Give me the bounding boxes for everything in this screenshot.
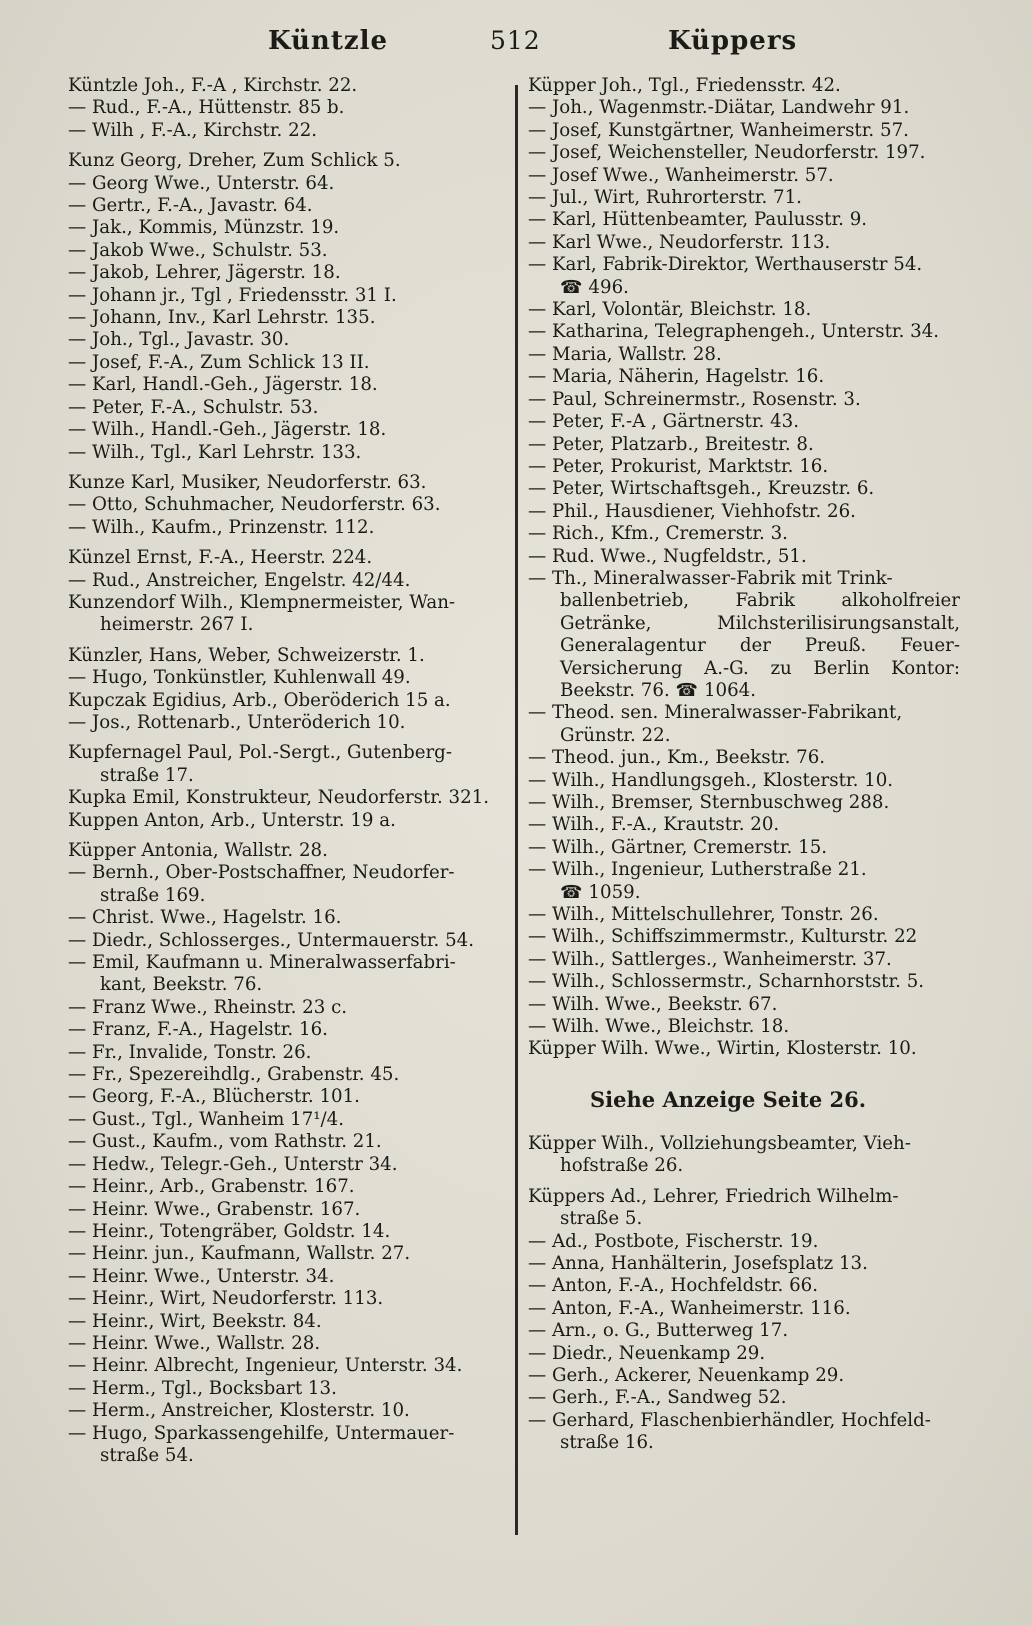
entry-text: — Th., Mineralwasser-Fabrik mit Trink- [528,567,893,589]
directory-entry [528,142,960,164]
directory-entry [528,747,960,769]
directory-entry [528,1410,960,1455]
directory-entry [68,645,508,667]
directory-entry [528,1133,960,1178]
entry-text: — Wilh., Handl.-Geh., Jägerstr. 18. [68,419,387,441]
directory-entry [68,1378,508,1400]
left-column [68,75,508,1467]
directory-entry [528,75,960,97]
entry-text: Kunzendorf Wilh., Klempnermeister, Wan- [68,591,456,613]
entry-text: — Theod. jun., Km., Beekstr. 76. [528,747,826,769]
directory-entry [528,478,960,500]
entry-text: — Heinr. Wwe., Unterstr. 34. [68,1265,335,1287]
directory-entry [528,187,960,209]
directory-entry [68,75,508,97]
entry-text: — Wilh., Bremser, Sternbuschweg 288. [528,792,890,813]
directory-entry [68,1019,508,1041]
entry-text: — Jos., Rottenarb., Unteröderich 10. [68,711,406,733]
entry-text: Künzler, Hans, Weber, Schweizerstr. 1. [68,644,425,666]
entry-text: — Jakob, Lehrer, Jägerstr. 18. [68,262,341,284]
entry-text: Küntzle Joh., F.-A , Kirchstr. 22. [68,75,358,96]
entry-text: — Heinr., Totengräber, Goldstr. 14. [68,1220,391,1242]
directory-entry [68,742,508,787]
entry-text: — Gertr., F.-A., Javastr. 64. [68,195,313,217]
directory-entry [68,442,508,464]
entry-text: Kuppen Anton, Arb., Unterstr. 19 a. [68,809,396,831]
entry-text: — Wilh , F.-A., Kirchstr. 22. [68,119,318,141]
entry-text: — Otto, Schuhmacher, Neudorferstr. 63. [68,494,441,516]
directory-entry [528,456,960,478]
running-head-left: Küntzle [268,26,389,56]
directory-entry [528,389,960,411]
entry-text: — Wilh., F.-A., Krautstr. 20. [528,814,780,836]
entry-continuation: ballenbetrieb, Fabrik alkoholfreier Getränke, Milchsterilisirungsanstalt, Generalagentur der Preuß. Feuer-Versicherung A.-G. zu Berlin Kontor: Beekstr. 76. ☎ 1064. [560,590,960,701]
entry-text: — Anton, F.-A., Hochfeldstr. 66. [528,1275,819,1297]
directory-entry [68,810,508,832]
directory-entry [528,1343,960,1365]
directory-entry [528,837,960,859]
entry-text: — Gerh., Ackerer, Neuenkamp 29. [528,1364,845,1386]
entry-continuation: kant, Beekstr. 76. [100,974,263,996]
directory-entry [68,329,508,351]
directory-entry [68,217,508,239]
entry-text: — Diedr., Neuenkamp 29. [528,1342,766,1364]
directory-entry [528,1298,960,1320]
directory-entry [528,994,960,1016]
entry-text: — Rud., Anstreicher, Engelstr. 42/44. [68,569,411,591]
entry-text: — Heinr. Albrecht, Ingenieur, Unterstr. 34. [68,1355,463,1377]
directory-entry [68,570,508,592]
entry-text: — Diedr., Schlosserges., Untermauerstr. 54. [68,929,475,951]
directory-entry [68,712,508,734]
directory-entry [68,1131,508,1153]
entry-text: — Maria, Wallstr. 28. [528,343,722,365]
directory-entry [528,209,960,231]
entry-text: — Bernh., Ober-Postschaffner, Neudorfer- [68,862,455,884]
directory-entry [68,262,508,284]
directory-entry [68,150,508,172]
page-number: 512 [490,26,541,55]
entry-text: — Emil, Kaufmann u. Mineralwasserfabri- [68,952,456,974]
entry-text: Kupfernagel Paul, Pol.-Sergt., Gutenberg- [68,742,452,764]
directory-entry [528,792,960,814]
directory-entry [528,546,960,568]
directory-entry [68,97,508,119]
directory-entry [68,352,508,374]
directory-entry [528,120,960,142]
entry-text: — Gust., Tgl., Wanheim 17¹/4. [68,1108,345,1130]
directory-entry [528,1038,960,1060]
entry-text: — Heinr., Arb., Grabenstr. 167. [68,1176,355,1198]
directory-entry [528,1320,960,1342]
entry-text: — Paul, Schreinermstr., Rosenstr. 3. [528,388,861,410]
directory-entry [528,366,960,388]
directory-entry [68,195,508,217]
entry-text: Kunze Karl, Musiker, Neudorferstr. 63. [68,471,427,493]
directory-entry [68,397,508,419]
directory-entry [528,501,960,523]
entry-text: — Wilh., Mittelschullehrer, Tonstr. 26. [528,904,879,926]
entry-text: — Peter, Wirtschaftsgeh., Kreuzstr. 6. [528,478,875,500]
entry-text: — Phil., Hausdiener, Viehhofstr. 26. [528,500,856,522]
column-divider [515,85,518,1535]
directory-entry [68,240,508,262]
directory-entry [528,1231,960,1253]
entry-text: — Gerhard, Flaschenbierhändler, Hochfeld- [528,1409,931,1431]
entry-text: — Wilh., Tgl., Karl Lehrstr. 133. [68,441,362,463]
entry-text: — Johann jr., Tgl , Friedensstr. 31 I. [68,284,397,306]
directory-entry [68,1423,508,1468]
entry-text: — Ad., Postbote, Fischerstr. 19. [528,1230,819,1252]
directory-entry [68,592,508,637]
directory-entry [68,1064,508,1086]
entry-text: — Jak., Kommis, Münzstr. 19. [68,217,340,239]
directory-entry [68,285,508,307]
entry-text: Küpper Antonia, Wallstr. 28. [68,840,328,861]
entry-text: — Karl, Handl.-Geh., Jägerstr. 18. [68,374,378,396]
directory-entry [528,904,960,926]
entry-continuation: Grünstr. 22. [560,724,671,746]
directory-entry [68,787,508,809]
directory-entry [68,1333,508,1355]
entry-text: — Joh., Tgl., Javastr. 30. [68,329,290,351]
entry-text: — Heinr., Wirt, Neudorferstr. 113. [68,1288,384,1310]
entry-text: — Karl, Volontär, Bleichstr. 18. [528,299,812,321]
entry-text: — Heinr. Wwe., Grabenstr. 167. [68,1198,361,1220]
entry-text: — Johann, Inv., Karl Lehrstr. 135. [68,307,376,329]
entry-continuation: straße 54. [100,1444,194,1466]
entry-text: — Peter, F.-A., Schulstr. 53. [68,396,319,418]
entry-text: — Jul., Wirt, Ruhrorterstr. 71. [528,187,802,209]
right-column [528,75,960,1455]
directory-entry [528,1016,960,1038]
directory-entry [68,517,508,539]
directory-entry [528,232,960,254]
entry-text: — Wilh., Ingenieur, Lutherstraße 21. [528,859,867,881]
directory-entry [68,997,508,1019]
entry-continuation: straße 169. [100,884,206,906]
directory-entry [68,1288,508,1310]
entry-text: — Wilh., Kaufm., Prinzenstr. 112. [68,516,375,538]
directory-entry [68,667,508,689]
directory-entry [528,1275,960,1297]
directory-entry [68,1199,508,1221]
directory-entry [68,307,508,329]
entry-text: — Fr., Spezereihdlg., Grabenstr. 45. [68,1064,400,1086]
entry-text: — Karl, Hüttenbeamter, Paulusstr. 9. [528,209,868,231]
entry-text: — Herm., Tgl., Bocksbart 13. [68,1377,337,1399]
entry-continuation: heimerstr. 267 I. [100,614,254,636]
entry-text: — Wilh., Schlossermstr., Scharnhorststr. 5. [528,971,925,993]
entry-text: — Peter, Platzarb., Breitestr. 8. [528,433,814,455]
directory-entry [68,547,508,569]
entry-text: Kupczak Egidius, Arb., Oberöderich 15 a. [68,689,451,711]
directory-entry [68,1086,508,1108]
directory-entry [68,862,508,907]
entry-text: — Karl, Fabrik-Direktor, Werthauserstr 54. [528,254,923,276]
directory-entry [528,1365,960,1387]
entry-text: — Gust., Kaufm., vom Rathstr. 21. [68,1131,382,1153]
directory-entry [68,1400,508,1422]
entry-text: — Wilh., Gärtner, Cremerstr. 15. [528,836,828,858]
entry-text: — Katharina, Telegraphengeh., Unterstr. 34. [528,321,940,343]
entry-text: — Josef, Kunstgärtner, Wanheimerstr. 57. [528,119,909,141]
entry-text: — Arn., o. G., Butterweg 17. [528,1320,789,1342]
entry-text: Künzel Ernst, F.-A., Heerstr. 224. [68,547,373,569]
entry-text: — Hugo, Tonkünstler, Kuhlenwall 49. [68,667,411,689]
directory-entry [528,344,960,366]
entry-text: — Jakob Wwe., Schulstr. 53. [68,239,328,261]
entry-text: — Josef Wwe., Wanheimerstr. 57. [528,164,834,186]
entry-text: — Wilh. Wwe., Bleichstr. 18. [528,1016,790,1038]
entry-text: — Rich., Kfm., Cremerstr. 3. [528,523,788,545]
directory-entry [528,1387,960,1409]
entry-text: — Anton, F.-A., Wanheimerstr. 116. [528,1297,851,1319]
directory-entry [68,690,508,712]
entry-text: — Christ. Wwe., Hagelstr. 16. [68,907,342,929]
entry-text: — Wilh., Handlungsgeh., Klosterstr. 10. [528,769,894,791]
directory-entry [68,472,508,494]
directory-entry [68,1355,508,1377]
directory-entry [528,523,960,545]
entry-text: — Joh., Wagenmstr.-Diätar, Landwehr 91. [528,97,910,119]
entry-text: — Rud., F.-A., Hüttenstr. 85 b. [68,97,345,119]
entry-text: — Heinr. Wwe., Wallstr. 28. [68,1332,321,1354]
entry-text: — Maria, Näherin, Hagelstr. 16. [528,366,825,388]
directory-entry [528,321,960,343]
entry-continuation: straße 17. [100,764,194,786]
directory-entry [68,1109,508,1131]
directory-entry [68,1243,508,1265]
directory-entry [68,374,508,396]
directory-entry [528,814,960,836]
entry-text: — Herm., Anstreicher, Klosterstr. 10. [68,1400,410,1422]
entry-text: — Franz, F.-A., Hagelstr. 16. [68,1019,328,1041]
entry-text: — Theod. sen. Mineralwasser-Fabrikant, [528,702,903,724]
directory-entry [528,926,960,948]
entry-text: — Heinr. jun., Kaufmann, Wallstr. 27. [68,1243,411,1265]
entry-text: Küpper Wilh. Wwe., Wirtin, Klosterstr. 10. [528,1038,917,1060]
directory-entry [528,770,960,792]
entry-text: — Josef, F.-A., Zum Schlick 13 II. [68,351,370,373]
entry-text: Küpper Wilh., Vollziehungsbeamter, Vieh- [528,1132,911,1154]
directory-entry [68,1266,508,1288]
directory-entry [528,859,960,904]
directory-entry [68,494,508,516]
directory-entry [68,1176,508,1198]
entry-text: — Hugo, Sparkassengehilfe, Untermauer- [68,1422,455,1444]
entry-continuation: straße 16. [560,1432,654,1454]
directory-entry [68,1042,508,1064]
advertisement-notice: Siehe Anzeige Seite 26. [590,1086,867,1112]
directory-entry [68,930,508,952]
directory-entry [528,1253,960,1275]
entry-text: Küpper Joh., Tgl., Friedensstr. 42. [528,75,841,96]
directory-entry [528,702,960,747]
entry-text: — Gerh., F.-A., Sandweg 52. [528,1387,787,1409]
directory-entry [528,971,960,993]
entry-text: — Franz Wwe., Rheinstr. 23 c. [68,996,348,1018]
entry-text: — Georg, F.-A., Blücherstr. 101. [68,1086,360,1108]
directory-entry [528,434,960,456]
directory-entry [68,952,508,997]
entry-text: Kunz Georg, Dreher, Zum Schlick 5. [68,150,401,172]
directory-entry [528,411,960,433]
entry-text: — Fr., Invalide, Tonstr. 26. [68,1041,312,1063]
entry-continuation: ☎ 496. [560,276,629,298]
directory-entry [528,97,960,119]
directory-entry [68,419,508,441]
directory-entry [68,173,508,195]
entry-text: Kupka Emil, Konstrukteur, Neudorferstr. 321. [68,787,490,809]
directory-entry [68,1311,508,1333]
entry-text: — Wilh. Wwe., Beekstr. 67. [528,993,778,1015]
entry-text: — Rud. Wwe., Nugfeldstr., 51. [528,545,807,567]
entry-text: — Anna, Hanhälterin, Josefsplatz 13. [528,1252,868,1274]
running-head-right: Küppers [668,26,798,56]
entry-text: — Hedw., Telegr.-Geh., Unterstr 34. [68,1153,398,1175]
directory-entry [528,1186,960,1231]
entry-text: — Peter, F.-A , Gärtnerstr. 43. [528,411,800,433]
directory-entry [68,1154,508,1176]
directory-entry [528,254,960,299]
entry-continuation: straße 5. [560,1208,643,1230]
directory-entry [68,907,508,929]
directory-entry [68,120,508,142]
directory-entry [528,299,960,321]
entry-continuation: hofstraße 26. [560,1155,684,1177]
directory-entry [68,1221,508,1243]
entry-text: — Peter, Prokurist, Marktstr. 16. [528,455,829,477]
entry-text: — Georg Wwe., Unterstr. 64. [68,172,335,194]
entry-text: — Karl Wwe., Neudorferstr. 113. [528,231,831,253]
entry-continuation: ☎ 1059. [560,881,641,903]
entry-text: — Wilh., Schiffszimmermstr., Kulturstr. 22 [528,926,918,948]
entry-text: — Josef, Weichensteller, Neudorferstr. 197. [528,142,926,164]
directory-entry [68,840,508,862]
directory-entry [528,165,960,187]
entry-text: — Heinr., Wirt, Beekstr. 84. [68,1310,322,1332]
entry-text: — Wilh., Sattlerges., Wanheimerstr. 37. [528,948,892,970]
entry-text: Küppers Ad., Lehrer, Friedrich Wilhelm- [528,1185,899,1207]
directory-entry [528,949,960,971]
directory-entry [528,568,960,702]
